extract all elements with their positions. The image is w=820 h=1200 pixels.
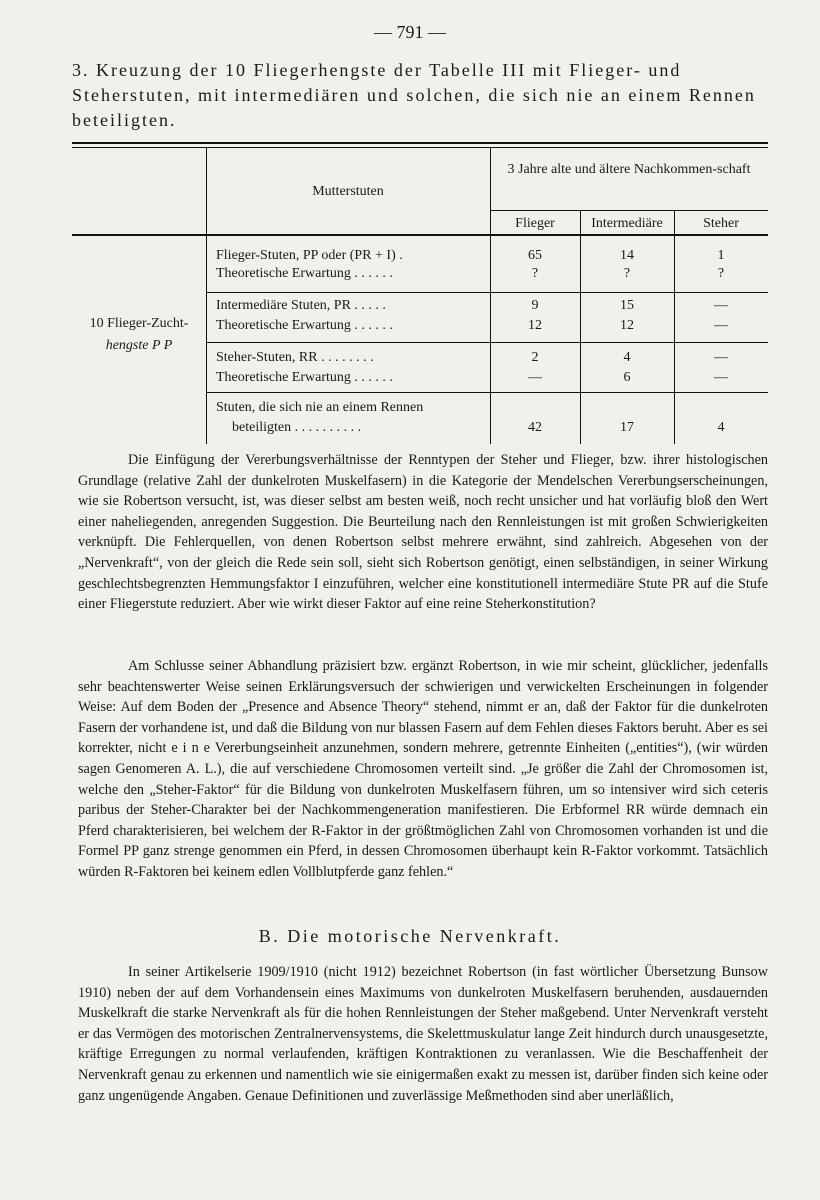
row-group-label-line2: hengste P P: [105, 338, 173, 353]
header-mother: Mutterstuten: [312, 184, 384, 199]
paragraph-3: [78, 962, 768, 1106]
paragraph-2: [78, 656, 768, 883]
page-number: — 791 —: [374, 22, 446, 42]
paragraph-text: Am Schlusse seiner Abhandlung präzisiert bzw. ergänzt Robertson, in wie mir scheint, glücklicher, jedenfalls sehr beachtenswerter Weise seinen Erklärungsversuch der schwierigen und verwickelten Erscheinungen in folgender Weise: Auf dem Boden der „Presence and Absence Theory“ stehend, nimmt er an, daß der Faktor für die dunkelroten Fasern der vorhandene ist, und daß die Bildung von nur blassen Fasern auf dem Fehlen dieses Faktors beruht. Aber es sei korrekter, nicht e i n e Vererbungseinheit anzunehmen, sondern mehrere, getrennte Einheiten („entities“), (wir würden sagen Genomeren A. L.), die auf verschiedene Chromosomen verteilt sind. „Je größer die Zahl der Chromosomen ist, welche den „Steher-Faktor“ für die Bildung von dunkelroten Muskelfasern führen, um so intensiver wird sich ceteris paribus der Steher-Charakter bei der Nachkommengeneration manifestieren. Die Erbformel RR würde demnach ein Pferd charakterisieren, bei welchem der R-Faktor in der größtmöglichen Zahl von Chromosomen vorhanden ist und die Formel PP ganz strenge genommen ein Pferd, in dessen Chromosomen überhaupt kein R-Faktor vorkommt. Tatsächlich würden R-Faktoren bei keinem edlen Vollblutpferde ganz fehlen.“: [78, 658, 768, 880]
paragraph-text: In seiner Artikelserie 1909/1910 (nicht 1912) bezeichnet Robertson (in fast wörtlicher Übersetzung Bunsow 1910) neben der auf dem Vorhandensein eines Maximums von dunkelroten Muskelfasern beruhenden, ausdauernden Muskelkraft die starke Nervenkraft als für die hohen Rennleistungen der Steher maßgebend. Unter Nervenkraft versteht er das Vermögen des motorischen Zentralnervensystems, die Skelettmuskulatur lange Zeit hindurch durch unausgesetzte, kräftige Erregungen zu normal verlaufenden, kräftigen Kontraktionen zu veranlassen. Wie die Beschaffenheit der Nervenkraft genau zu erkennen und namentlich wie sie einigermaßen exakt zu messen ist, darüber finden sich keine oder ganz ungenügende Angaben. Genaue Definitionen und zuverlässige Meßmethoden sind aber unerläßlich,: [78, 964, 768, 1104]
header-offspring: 3 Jahre alte und ältere Nachkommen-schaft: [507, 162, 751, 177]
header-steher: Steher: [703, 216, 739, 231]
subsection-heading: B. Die motorische Nervenkraft.: [258, 926, 562, 946]
paragraph-1: [78, 450, 768, 615]
paragraph-text: Die Einfügung der Vererbungsverhältnisse der Renntypen der Steher und Flieger, bzw. ihrer histologischen Grundlage (relative Zahl der dunkelroten Muskelfasern) in die Kategorie der Mendelschen Vererbungserscheinungen, wie sie Robertson versucht, ist, was dieser selbst am besten weiß, noch recht unsicher und hat vorläufig bloß den Wert einer naheliegenden, anregenden Suggestion. Die Beurteilung nach den Rennleistungen ist mit großen Schwierigkeiten verknüpft. Die Fehlerquellen, von denen Robertson selbst mehrere erwähnt, sind zahlreich. Abgesehen von der „Nervenkraft“, von der gleich die Rede sein soll, sieht sich Robertson genötigt, einen selbständigen, in seiner Wirkung geschlechtsbegrenzten Hemmungsfaktor I einzuführen, welcher eine konstitutionell intermediäre Stute PR auf die Stufe einer Fliegerstute reduziert. Aber wie wirkt dieser Faktor auf eine reine Steherkonstitution?: [78, 452, 768, 613]
header-flieger: Flieger: [515, 216, 555, 231]
crossing-table: Mutterstuten 3 Jahre alte und ältere Nachkommen-schaft Flieger Intermediäre Steher 10 Flieger-Zucht- hengste P P Flieger-Stuten, PP oder (PR + I) . 65 14 1 Theoretische Erwartung . . . . . . ? ? ? Intermediäre Stuten, PR . . . . . 9 15 — Theoretische Erwartung . . . . . . 12 12 — Steher-Stuten, RR . . . . . . . . 2 4 — Theoretische Erwartung . . . . . . — 6 — Stuten, die sich nie an einem Rennen beteiligten . . . . . . . . . . 42 17 4: [72, 142, 768, 444]
section-heading: 3. Kreuzung der 10 Fliegerhengste der Tabelle III mit Flieger- und Steherstuten, mit intermediären und solchen, die sich nie an einem Rennen beteiligten.: [72, 60, 756, 130]
header-intermediaere: Intermediäre: [591, 216, 663, 231]
row-group-label-line1: 10 Flieger-Zucht-: [89, 316, 189, 331]
